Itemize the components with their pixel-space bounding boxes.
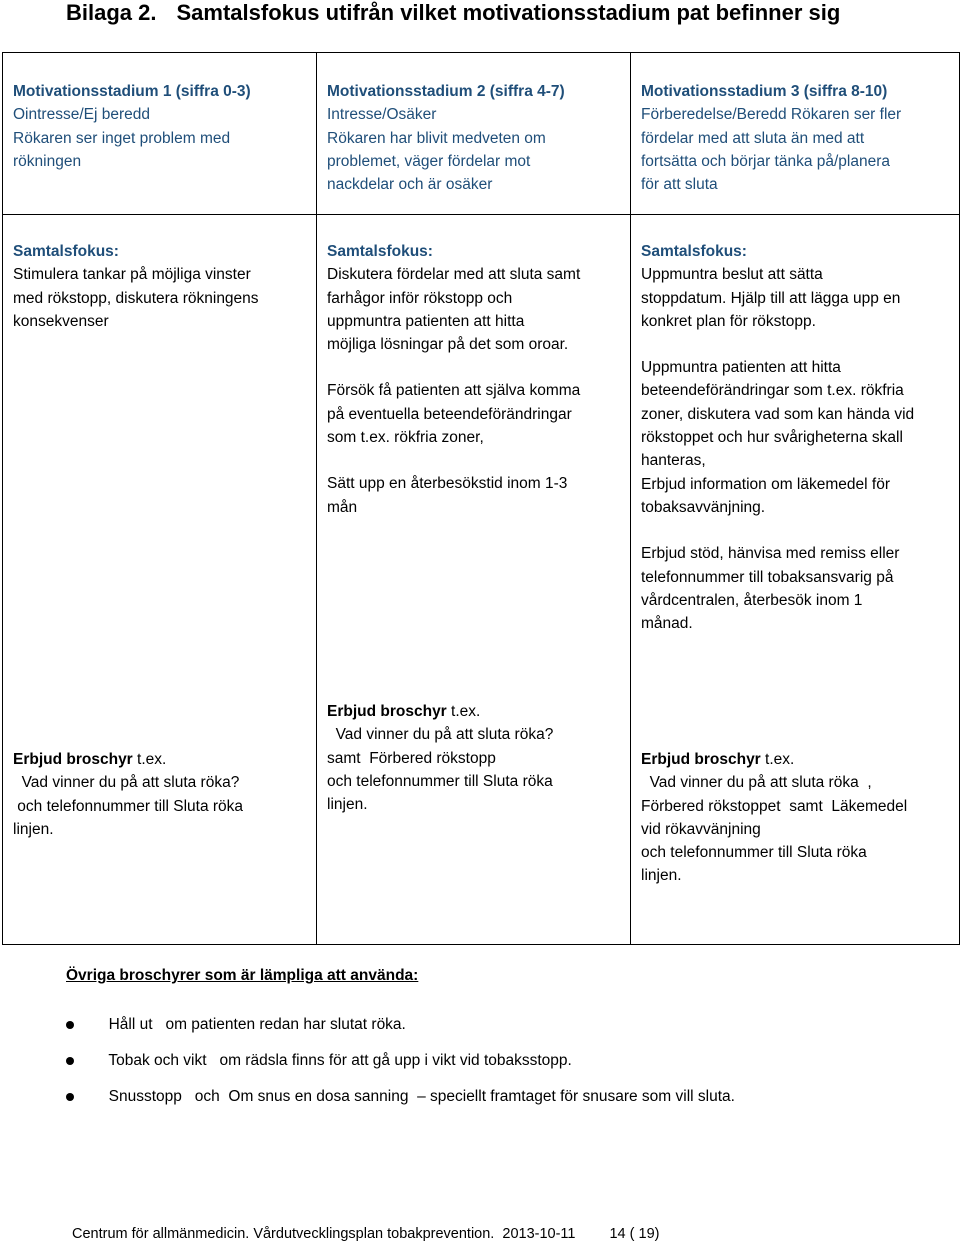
focus-line: farhågor inför rökstopp och [327,289,513,307]
focus-line: Uppmuntra patienten att hitta [641,359,841,377]
stage-3-focus-cell [631,215,960,945]
stage-2-focus [327,263,622,356]
bullet-icon [66,1021,74,1029]
stage-3-focus-label: Samtalsfokus: [641,243,747,260]
title-prefix: Bilaga 2. [66,0,157,25]
stage-2-focus-label: Samtalsfokus: [327,243,433,260]
brochure-offer-rest: t.ex. [446,703,481,720]
focus-line: zoner, diskutera vad som kan hända vid [641,405,915,423]
focus-line: tobaksavvänjning. [641,498,766,516]
focus-line: Stimulera tankar på möjliga vinster [13,266,251,284]
stage-3-title: Motivationsstadium 3 (siffra 8-10) [641,83,888,100]
brochure-line: och telefonnummer till Sluta röka [327,772,553,790]
brochure-line: Vad vinner du på att sluta röka , [641,774,872,792]
brochure-line: och telefonnummer till Sluta röka [13,797,244,815]
stage-2-header-cell [317,53,631,215]
focus-line: Erbjud stöd, hänvisa med remiss eller [641,545,900,563]
focus-line: stoppdatum. Hjälp till att lägga upp en [641,289,901,307]
focus-line: beteendeförändringar som t.ex. rökfria [641,382,904,400]
footer-text: Centrum för allmänmedicin. Vårdutvecklingsplan tobakprevention. 2013-10-11 [72,1226,576,1242]
stage-3-line: fördelar med att sluta än med att [641,129,865,147]
stage-3-brochure [641,748,907,888]
stage-2-line: problemet, väger fördelar mot [327,152,531,170]
stage-3-line: Förberedelse/Beredd Rökaren ser fler [641,106,902,124]
focus-line: möjliga lösningar på det som oroar. [327,336,569,354]
list-item [66,1048,735,1084]
stage-1-line: Rökaren ser inget problem med [13,129,231,147]
focus-line: hanteras, [641,452,706,470]
brochure-offer: Erbjud broschyr [13,751,133,768]
brochure-offer-rest: t.ex. [760,751,795,768]
focus-line: uppmuntra patienten att hitta [327,312,525,330]
focus-line: konsekvenser [13,312,109,330]
focus-line: vårdcentralen, återbesök inom 1 [641,591,863,609]
other-brochures-list [66,1012,735,1120]
focus-line: mån [327,498,358,516]
brochure-offer-rest: t.ex. [132,751,167,768]
focus-line: Diskutera fördelar med att sluta samt [327,266,581,284]
focus-line: Uppmuntra beslut att sätta [641,266,823,284]
brochure-line: linjen. [641,867,682,885]
stage-table [2,52,960,945]
stage-2-brochure [327,700,562,816]
focus-line: Försök få patienten att själva komma [327,382,581,400]
stage-3-header [641,80,951,196]
stage-2-focus-2 [327,379,622,449]
focus-line: Sätt upp en återbesökstid inom 1-3 [327,475,568,493]
stage-2-header [327,80,622,196]
stage-1-focus-cell [3,215,317,945]
bullet-icon [66,1093,74,1101]
stage-1-focus-label: Samtalsfokus: [13,243,119,260]
focus-line: Erbjud information om läkemedel för [641,475,890,493]
brochure-line: linjen. [327,796,368,814]
page-footer [72,1226,659,1242]
list-item [66,1084,735,1120]
title-text: Samtalsfokus utifrån vilket motivationsstadium pat befinner sig [176,0,841,25]
focus-line: på eventuella beteendeförändringar [327,405,572,423]
brochure-line: linjen. [13,820,54,838]
page-title [66,0,840,26]
focus-line: telefonnummer till tobaksansvarig på [641,568,894,586]
brochure-line: Vad vinner du på att sluta röka? [327,726,562,744]
focus-line: konkret plan för rökstopp. [641,312,816,330]
focus-line: som t.ex. rökfria zoner, [327,429,484,447]
stage-2-focus-cell [317,215,631,945]
stage-3-focus-2 [641,356,951,519]
stage-1-header-cell [3,53,317,215]
stage-1-brochure [13,748,248,841]
focus-line: rökstoppet och hur svårigheterna skall [641,429,903,447]
stage-2-title: Motivationsstadium 2 (siffra 4-7) [327,83,565,100]
page-number: 14 ( 19) [609,1226,660,1242]
focus-line: med rökstopp, diskutera rökningens [13,289,259,307]
brochure-offer: Erbjud broschyr [641,751,761,768]
list-item-text: Snusstopp och Om snus en dosa sanning – speciellt framtaget för snusare som vill sluta. [100,1088,735,1105]
stage-3-line: fortsätta och börjar tänka på/planera [641,152,891,170]
stage-3-focus [641,263,951,333]
list-item-text: Håll ut om patienten redan har slutat röka. [100,1016,406,1033]
bullet-icon [66,1057,74,1065]
stage-1-line: Ointresse/Ej beredd [13,106,150,124]
other-brochures-heading: Övriga broschyrer som är lämpliga att använda: [66,967,419,984]
stage-2-line: Intresse/Osäker [327,106,437,124]
list-item [66,1012,735,1048]
stage-2-line: Rökaren har blivit medveten om [327,129,546,147]
stage-3-header-cell [631,53,960,215]
brochure-line: vid rökavvänjning [641,820,770,838]
focus-row [3,215,960,945]
brochure-line: och telefonnummer till Sluta röka [641,844,867,862]
stage-3-focus-3 [641,542,951,635]
header-row [3,53,960,215]
stage-1-focus [13,263,308,333]
stage-1-line: rökningen [13,152,82,170]
stage-2-focus-3 [327,472,622,519]
brochure-line: samt Förbered rökstopp [327,749,505,767]
stage-3-line: för att sluta [641,176,718,194]
brochure-line: Förbered rökstoppet samt Läkemedel [641,797,908,815]
brochure-line: Vad vinner du på att sluta röka? [13,774,248,792]
brochure-offer: Erbjud broschyr [327,703,447,720]
focus-line: månad. [641,615,693,633]
stage-1-header [13,80,308,173]
stage-1-title: Motivationsstadium 1 (siffra 0-3) [13,83,251,100]
list-item-text: Tobak och vikt om rädsla finns för att gå upp i vikt vid tobaksstopp. [100,1052,572,1069]
stage-2-line: nackdelar och är osäker [327,176,493,194]
